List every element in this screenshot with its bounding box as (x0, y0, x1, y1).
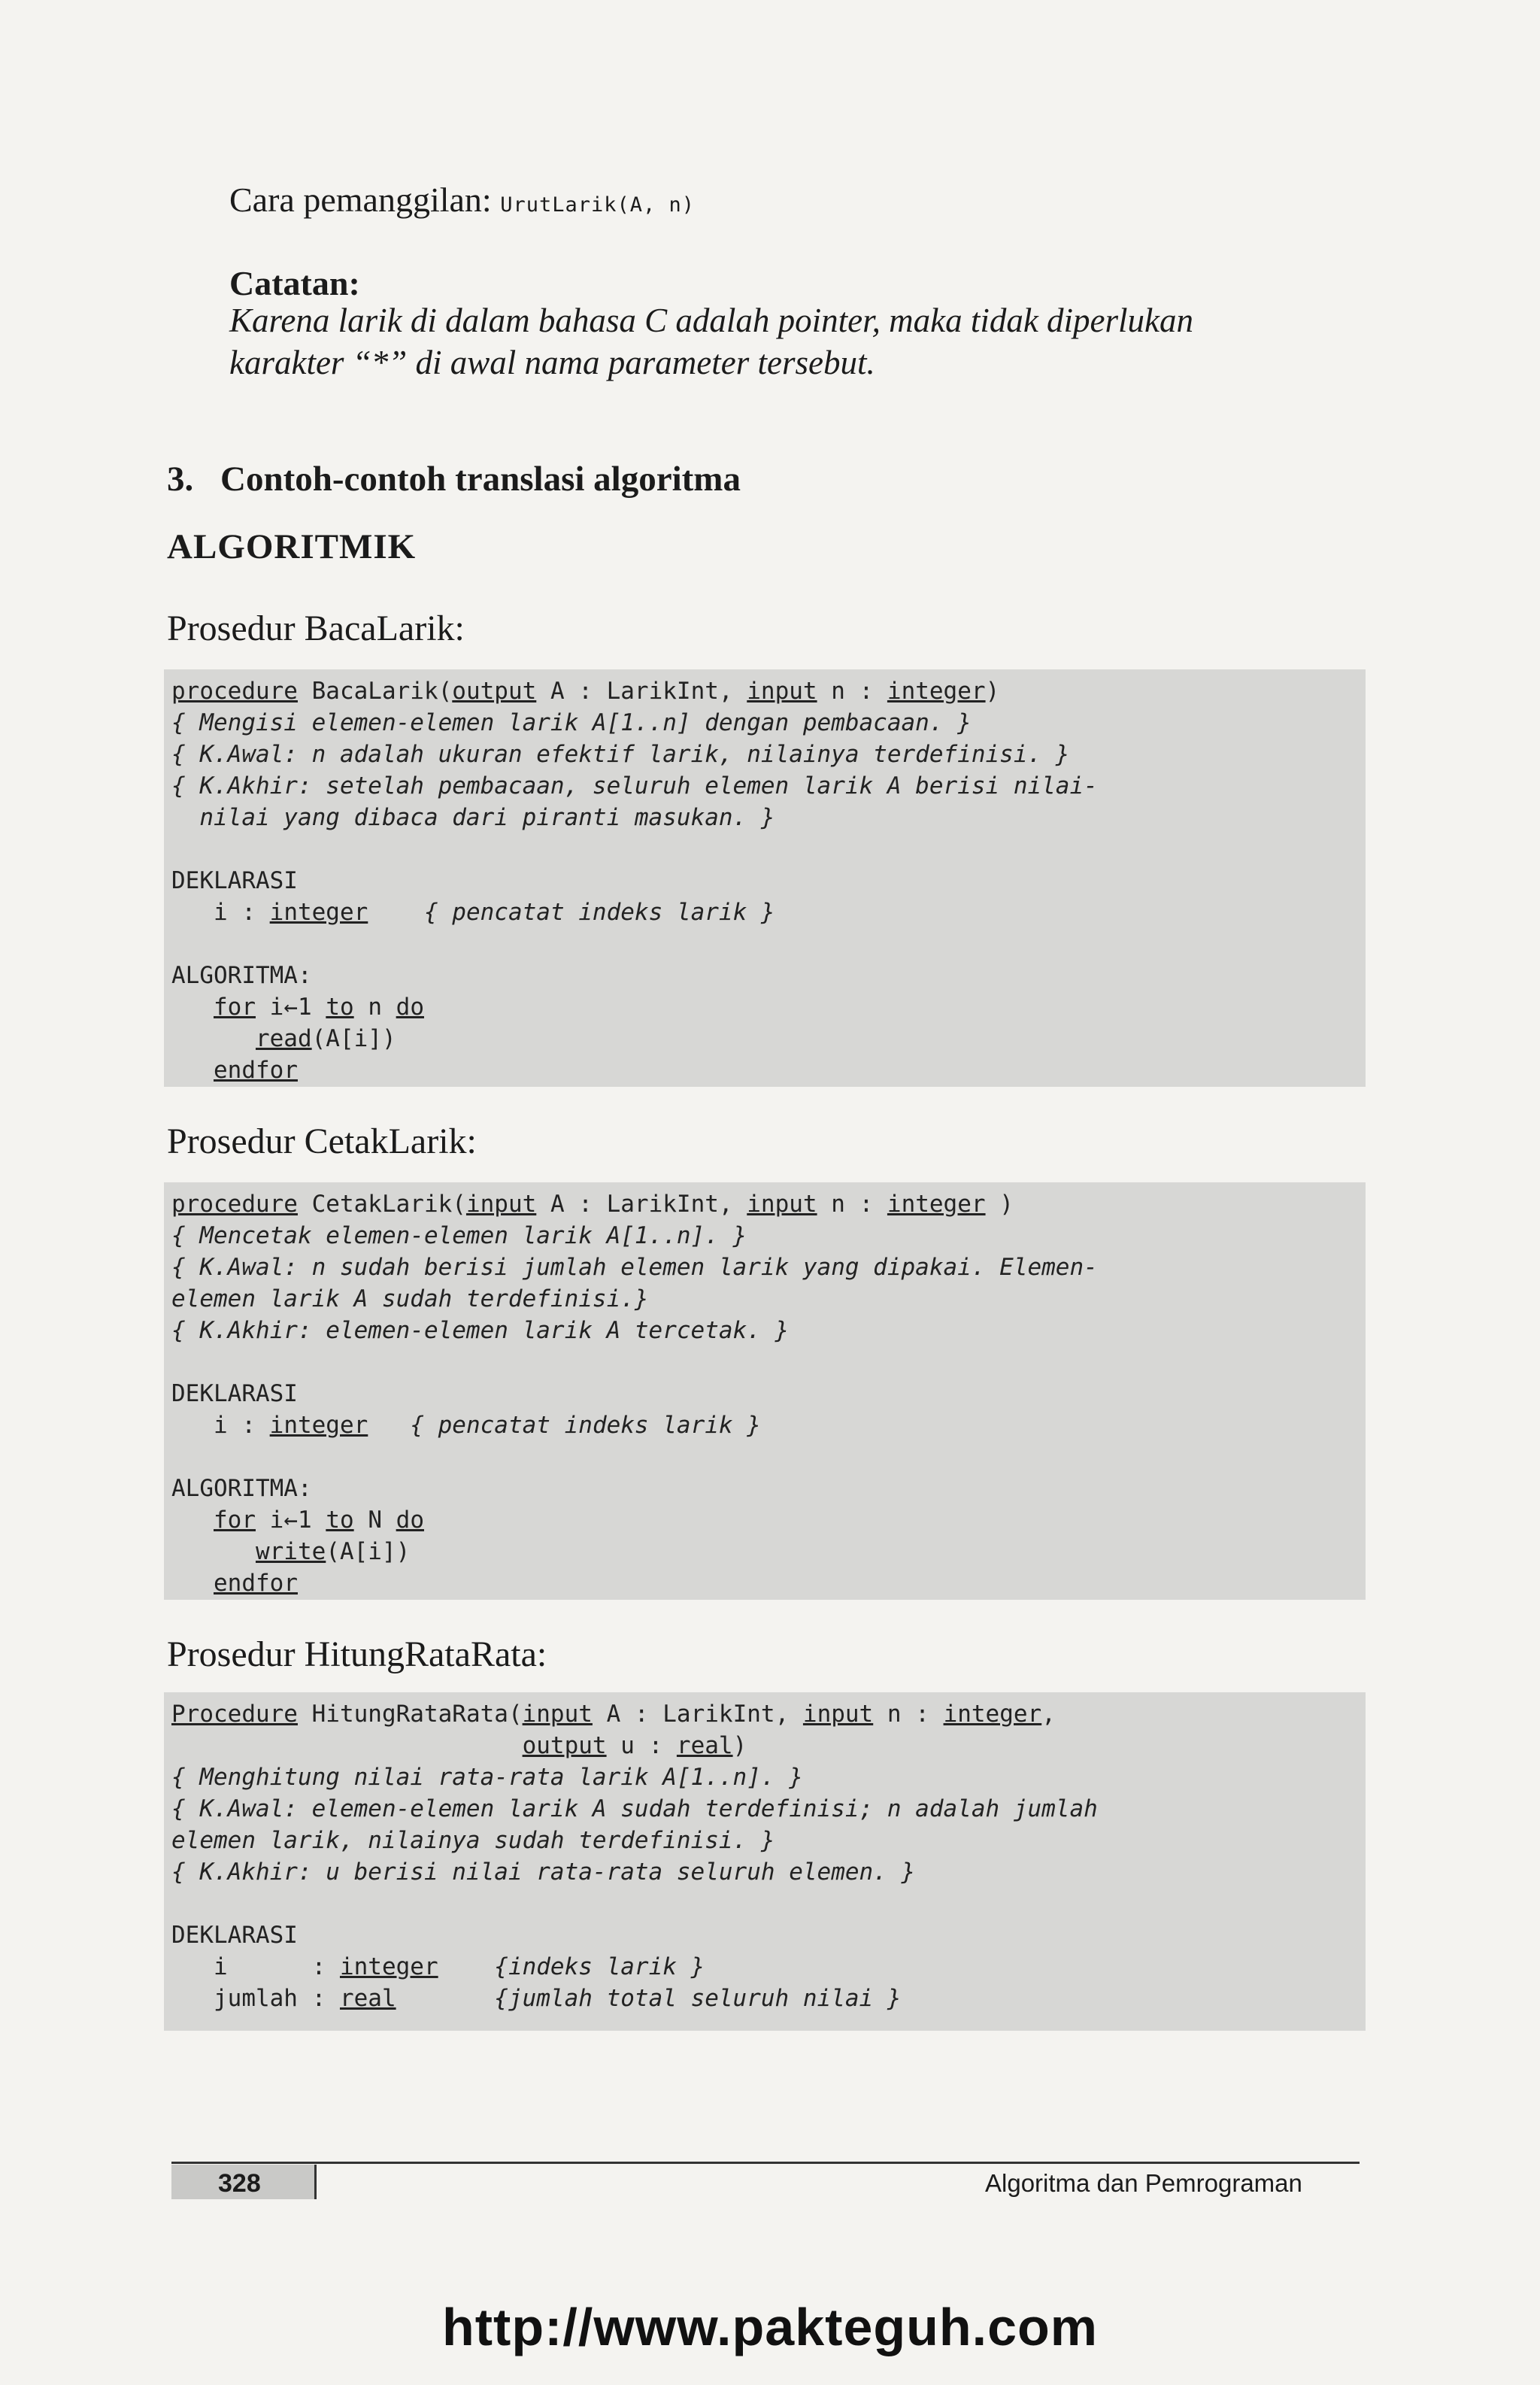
code-line: { Mencetak elemen-elemen larik A[1..n]. } (171, 1222, 747, 1249)
code-line: { K.Akhir: u berisi nilai rata-rata seluruh elemen. } (171, 1859, 916, 1886)
code-line: DEKLARASI (171, 1922, 298, 1949)
code-line: { Mengisi elemen-elemen larik A[1..n] dengan pembacaan. } (171, 709, 972, 736)
code-line: nilai yang dibaca dari piranti masukan. } (171, 804, 775, 831)
code-line: ALGORITMA: (171, 1475, 312, 1502)
code-line: for i←1 to N do (214, 1507, 424, 1534)
note-line-2: karakter “*” di awal nama parameter tersebut. (229, 344, 875, 381)
note-line-1: Karena larik di dalam bahasa C adalah pointer, maka tidak diperlukan (229, 302, 1194, 339)
procedure-title-cetak: Prosedur CetakLarik: (167, 1121, 477, 1161)
code-block-hitung (164, 1692, 1366, 2031)
code-line: i : integer {indeks larik } (171, 1953, 705, 1980)
code-block-cetak (164, 1182, 1366, 1600)
code-line: { Menghitung nilai rata-rata larik A[1..n]. } (171, 1764, 803, 1791)
code-line: procedure CetakLarik(input A : LarikInt, input n : integer ) (171, 1191, 1014, 1218)
section-number: 3. (167, 460, 194, 499)
page-number: 328 (218, 2169, 261, 2198)
call-line (229, 178, 695, 228)
procedure-title-baca: Prosedur BacaLarik: (167, 608, 465, 648)
code-line: output u : real) (522, 1732, 747, 1759)
website-url: http://www.pakteguh.com (441, 2298, 1099, 2356)
code-line: { K.Akhir: setelah pembacaan, seluruh elemen larik A berisi nilai- (171, 772, 1098, 800)
code-line: endfor (214, 1570, 298, 1597)
call-label: Cara pemanggilan: (229, 181, 492, 219)
note-body (229, 299, 1372, 384)
book-title: Algoritma dan Pemrograman (985, 2169, 1302, 2197)
code-line: jumlah : real {jumlah total seluruh nilai } (171, 1985, 902, 2012)
code-line: Procedure HitungRataRata(input A : LarikInt, input n : integer, (171, 1701, 1056, 1728)
note-title: Catatan: (229, 264, 360, 302)
procedure-title-hitung: Prosedur HitungRataRata: (167, 1634, 547, 1674)
code-line: write(A[i]) (255, 1538, 411, 1565)
code-line: i : integer { pencatat indeks larik } (171, 1412, 761, 1439)
code-line: read(A[i]) (255, 1025, 396, 1052)
code-line: { K.Awal: n sudah berisi jumlah elemen larik yang dipakai. Elemen- (171, 1254, 1098, 1281)
code-line: i : integer { pencatat indeks larik } (171, 899, 775, 926)
code-line: { K.Awal: elemen-elemen larik A sudah terdefinisi; n adalah jumlah (171, 1795, 1098, 1822)
code-line: { K.Awal: n adalah ukuran efektif larik, nilainya terdefinisi. } (171, 741, 1070, 768)
section-title: Contoh-contoh translasi algoritma (220, 460, 741, 499)
call-code: UrutLarik(A, n) (500, 193, 696, 217)
footer-rule (171, 2162, 1360, 2164)
code-line: DEKLARASI (171, 867, 298, 894)
code-line: for i←1 to n do (214, 994, 424, 1021)
code-line: DEKLARASI (171, 1380, 298, 1407)
code-line: ALGORITMA: (171, 962, 312, 989)
code-line: { K.Akhir: elemen-elemen larik A tercetak. } (171, 1317, 790, 1344)
code-line: elemen larik A sudah terdefinisi.} (171, 1285, 649, 1312)
code-line: endfor (214, 1057, 298, 1084)
code-line: procedure BacaLarik(output A : LarikInt, input n : integer) (171, 678, 1000, 705)
code-line: elemen larik, nilainya sudah terdefinisi. } (171, 1827, 775, 1854)
section-heading (167, 459, 741, 499)
code-block-baca (164, 669, 1366, 1087)
algo-heading: ALGORITMIK (167, 527, 417, 566)
